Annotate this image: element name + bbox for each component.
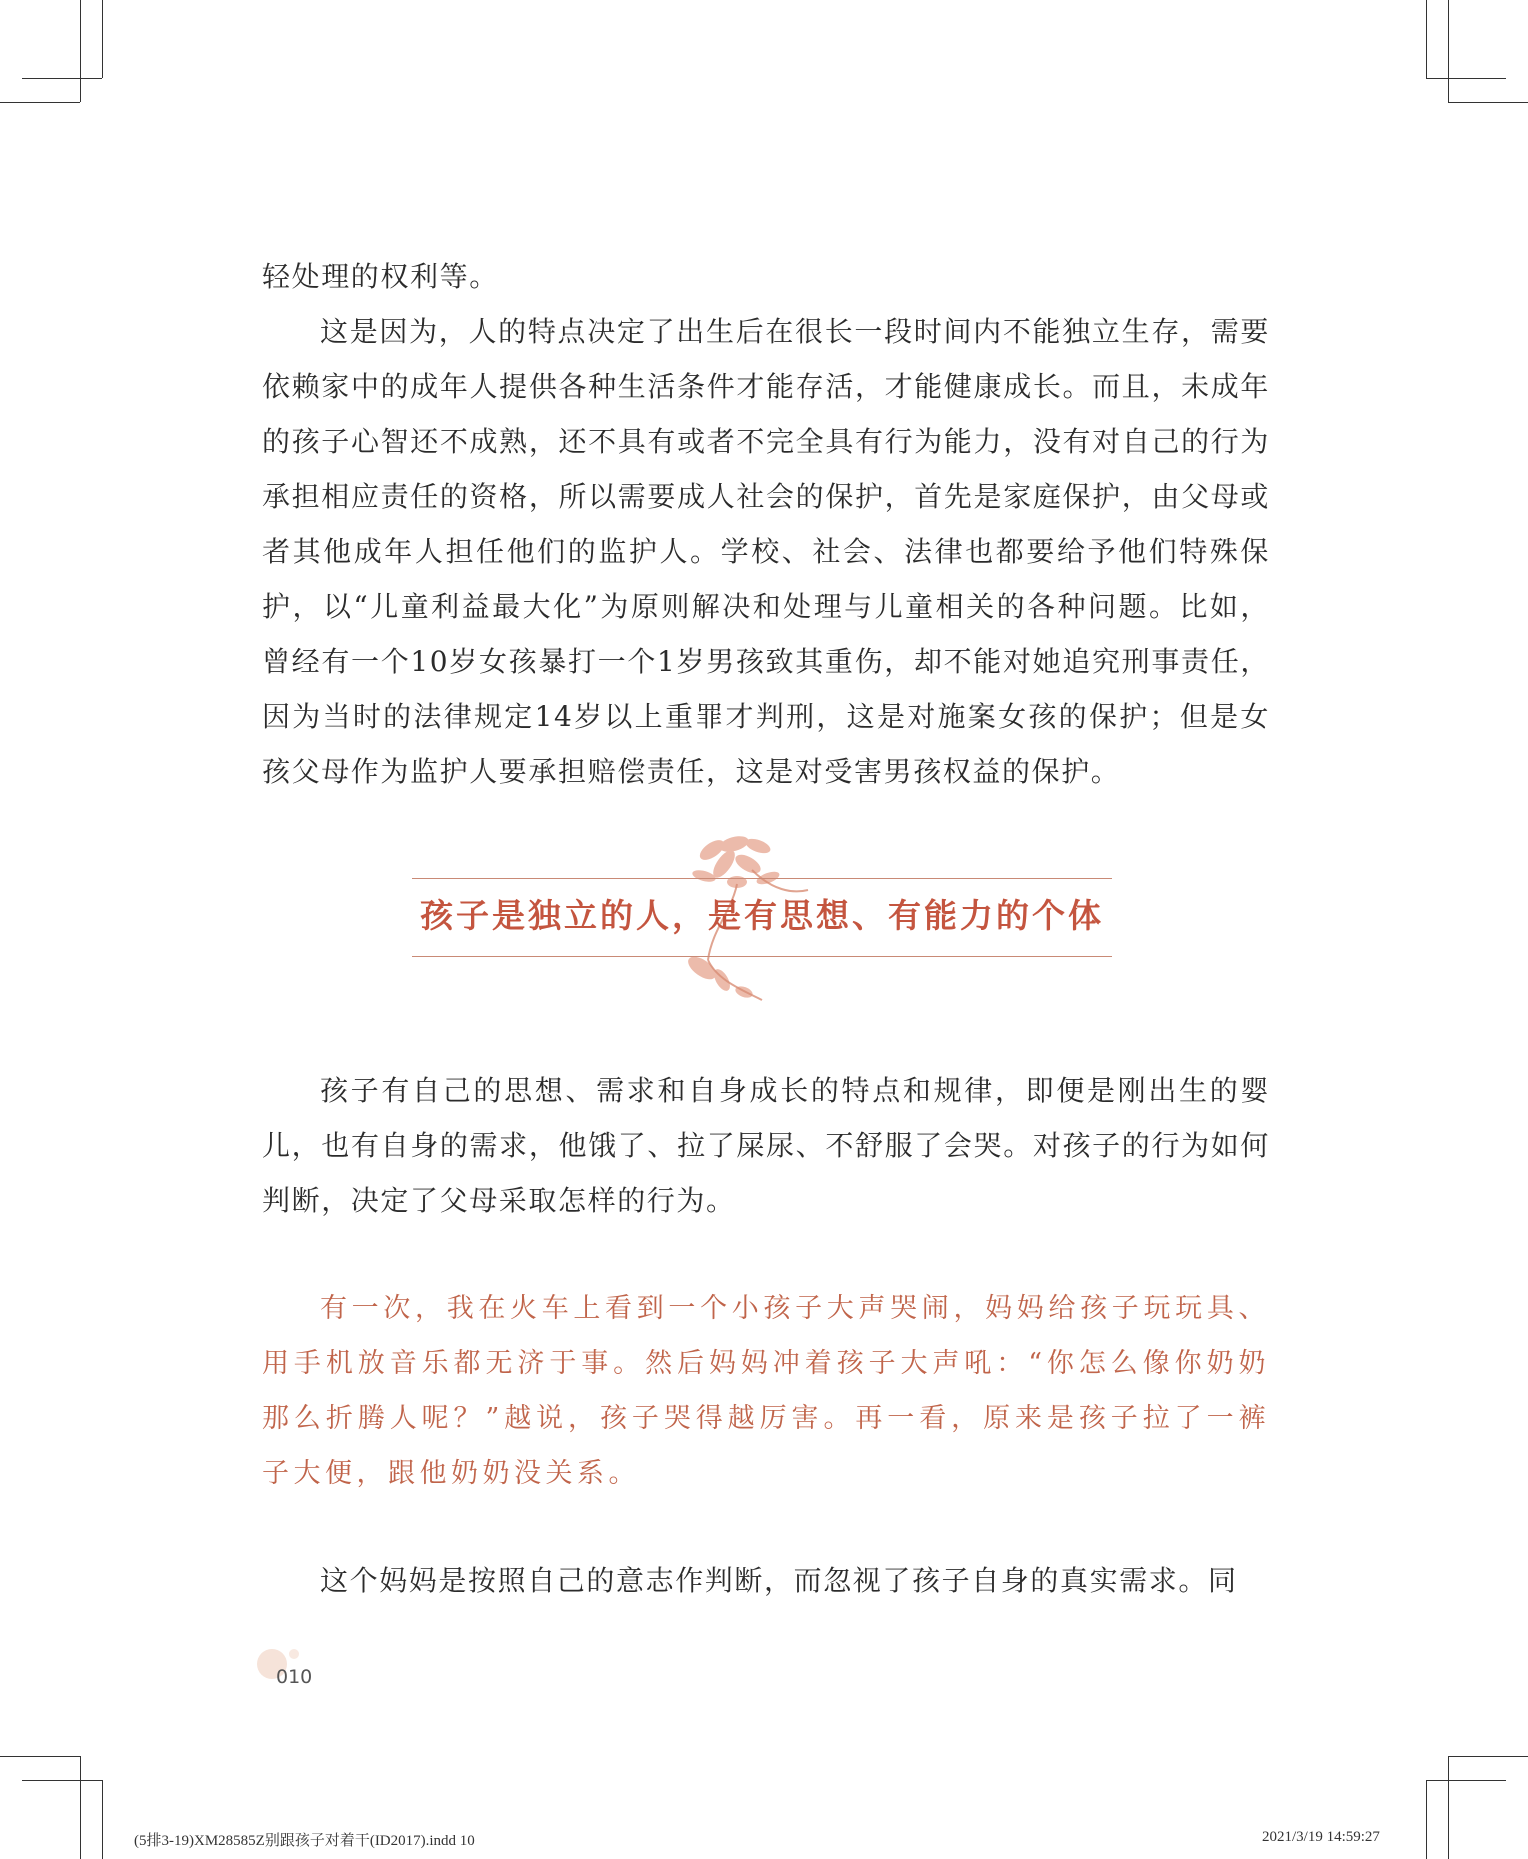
section-heading-block <box>412 830 1112 1010</box>
crop-mark <box>1426 1780 1506 1781</box>
crop-mark <box>1448 0 1449 102</box>
body-paragraph-continuation: 轻处理的权利等。 <box>262 260 499 293</box>
section-heading: 孩子是独立的人，是有思想、有能力的个体 <box>420 896 1104 935</box>
print-footer-timestamp: 2021/3/19 14:59:27 <box>1262 1829 1380 1845</box>
body-paragraph: 这个妈妈是按照自己的意志作判断，而忽视了孩子自身的真实需求。同 <box>320 1564 1238 1597</box>
crop-mark <box>0 102 80 103</box>
crop-mark <box>80 0 81 102</box>
print-footer-filename: (5排3-19)XM28585Z别跟孩子对着干(ID2017).indd 10 <box>134 1833 475 1849</box>
crop-mark <box>1448 102 1528 103</box>
anecdote-paragraph: 有一次，我在火车上看到一个小孩子大声哭闹，妈妈给孩子玩玩具、用手机放音乐都无济于事。然后妈妈冲着孩子大声吼：“你怎么像你奶奶那么折腾人呢？”越说，孩子哭得越厉害。再一看，原来是孩子拉了一裤子大便，跟他奶奶没关系。 <box>262 1293 1270 1489</box>
page-number: 010 <box>276 1666 313 1688</box>
crop-mark <box>102 1780 103 1859</box>
body-paragraph: 这是因为，人的特点决定了出生后在很长一段时间内不能独立生存，需要依赖家中的成年人提供各种生活条件才能存活，才能健康成长。而且，未成年的孩子心智还不成熟，还不具有或者不完全具有行为能力，没有对自己的行为承担相应责任的资格，所以需要成人社会的保护，首先是家庭保护，由父母或者其他成年人担任他们的监护人。学校、社会、法律也都要给予他们特殊保护，以“儿童利益最大化”为原则解决和处理与儿童相关的各种问题。比如，曾经有一个10岁女孩暴打一个1岁男孩致其重伤，却不能对她追究刑事责任，因为当时的法律规定14岁以上重罪才判刑，这是对施案女孩的保护；但是女孩父母作为监护人要承担赔偿责任，这是对受害男孩权益的保护。 <box>262 315 1270 788</box>
crop-mark <box>1426 78 1506 79</box>
heading-top-rule <box>412 878 1112 879</box>
crop-mark <box>1448 1756 1528 1757</box>
crop-mark <box>0 1756 80 1757</box>
crop-mark <box>22 1780 102 1781</box>
body-paragraph: 孩子有自己的思想、需求和自身成长的特点和规律，即便是刚出生的婴儿，也有自身的需求，他饿了、拉了屎尿、不舒服了会哭。对孩子的行为如何判断，决定了父母采取怎样的行为。 <box>262 1074 1270 1217</box>
crop-mark <box>1426 1780 1427 1859</box>
crop-mark <box>22 78 102 79</box>
heading-bottom-rule <box>412 956 1112 957</box>
crop-mark <box>80 1756 81 1859</box>
crop-mark <box>1426 0 1427 78</box>
crop-mark <box>1448 1756 1449 1859</box>
crop-mark <box>102 0 103 78</box>
